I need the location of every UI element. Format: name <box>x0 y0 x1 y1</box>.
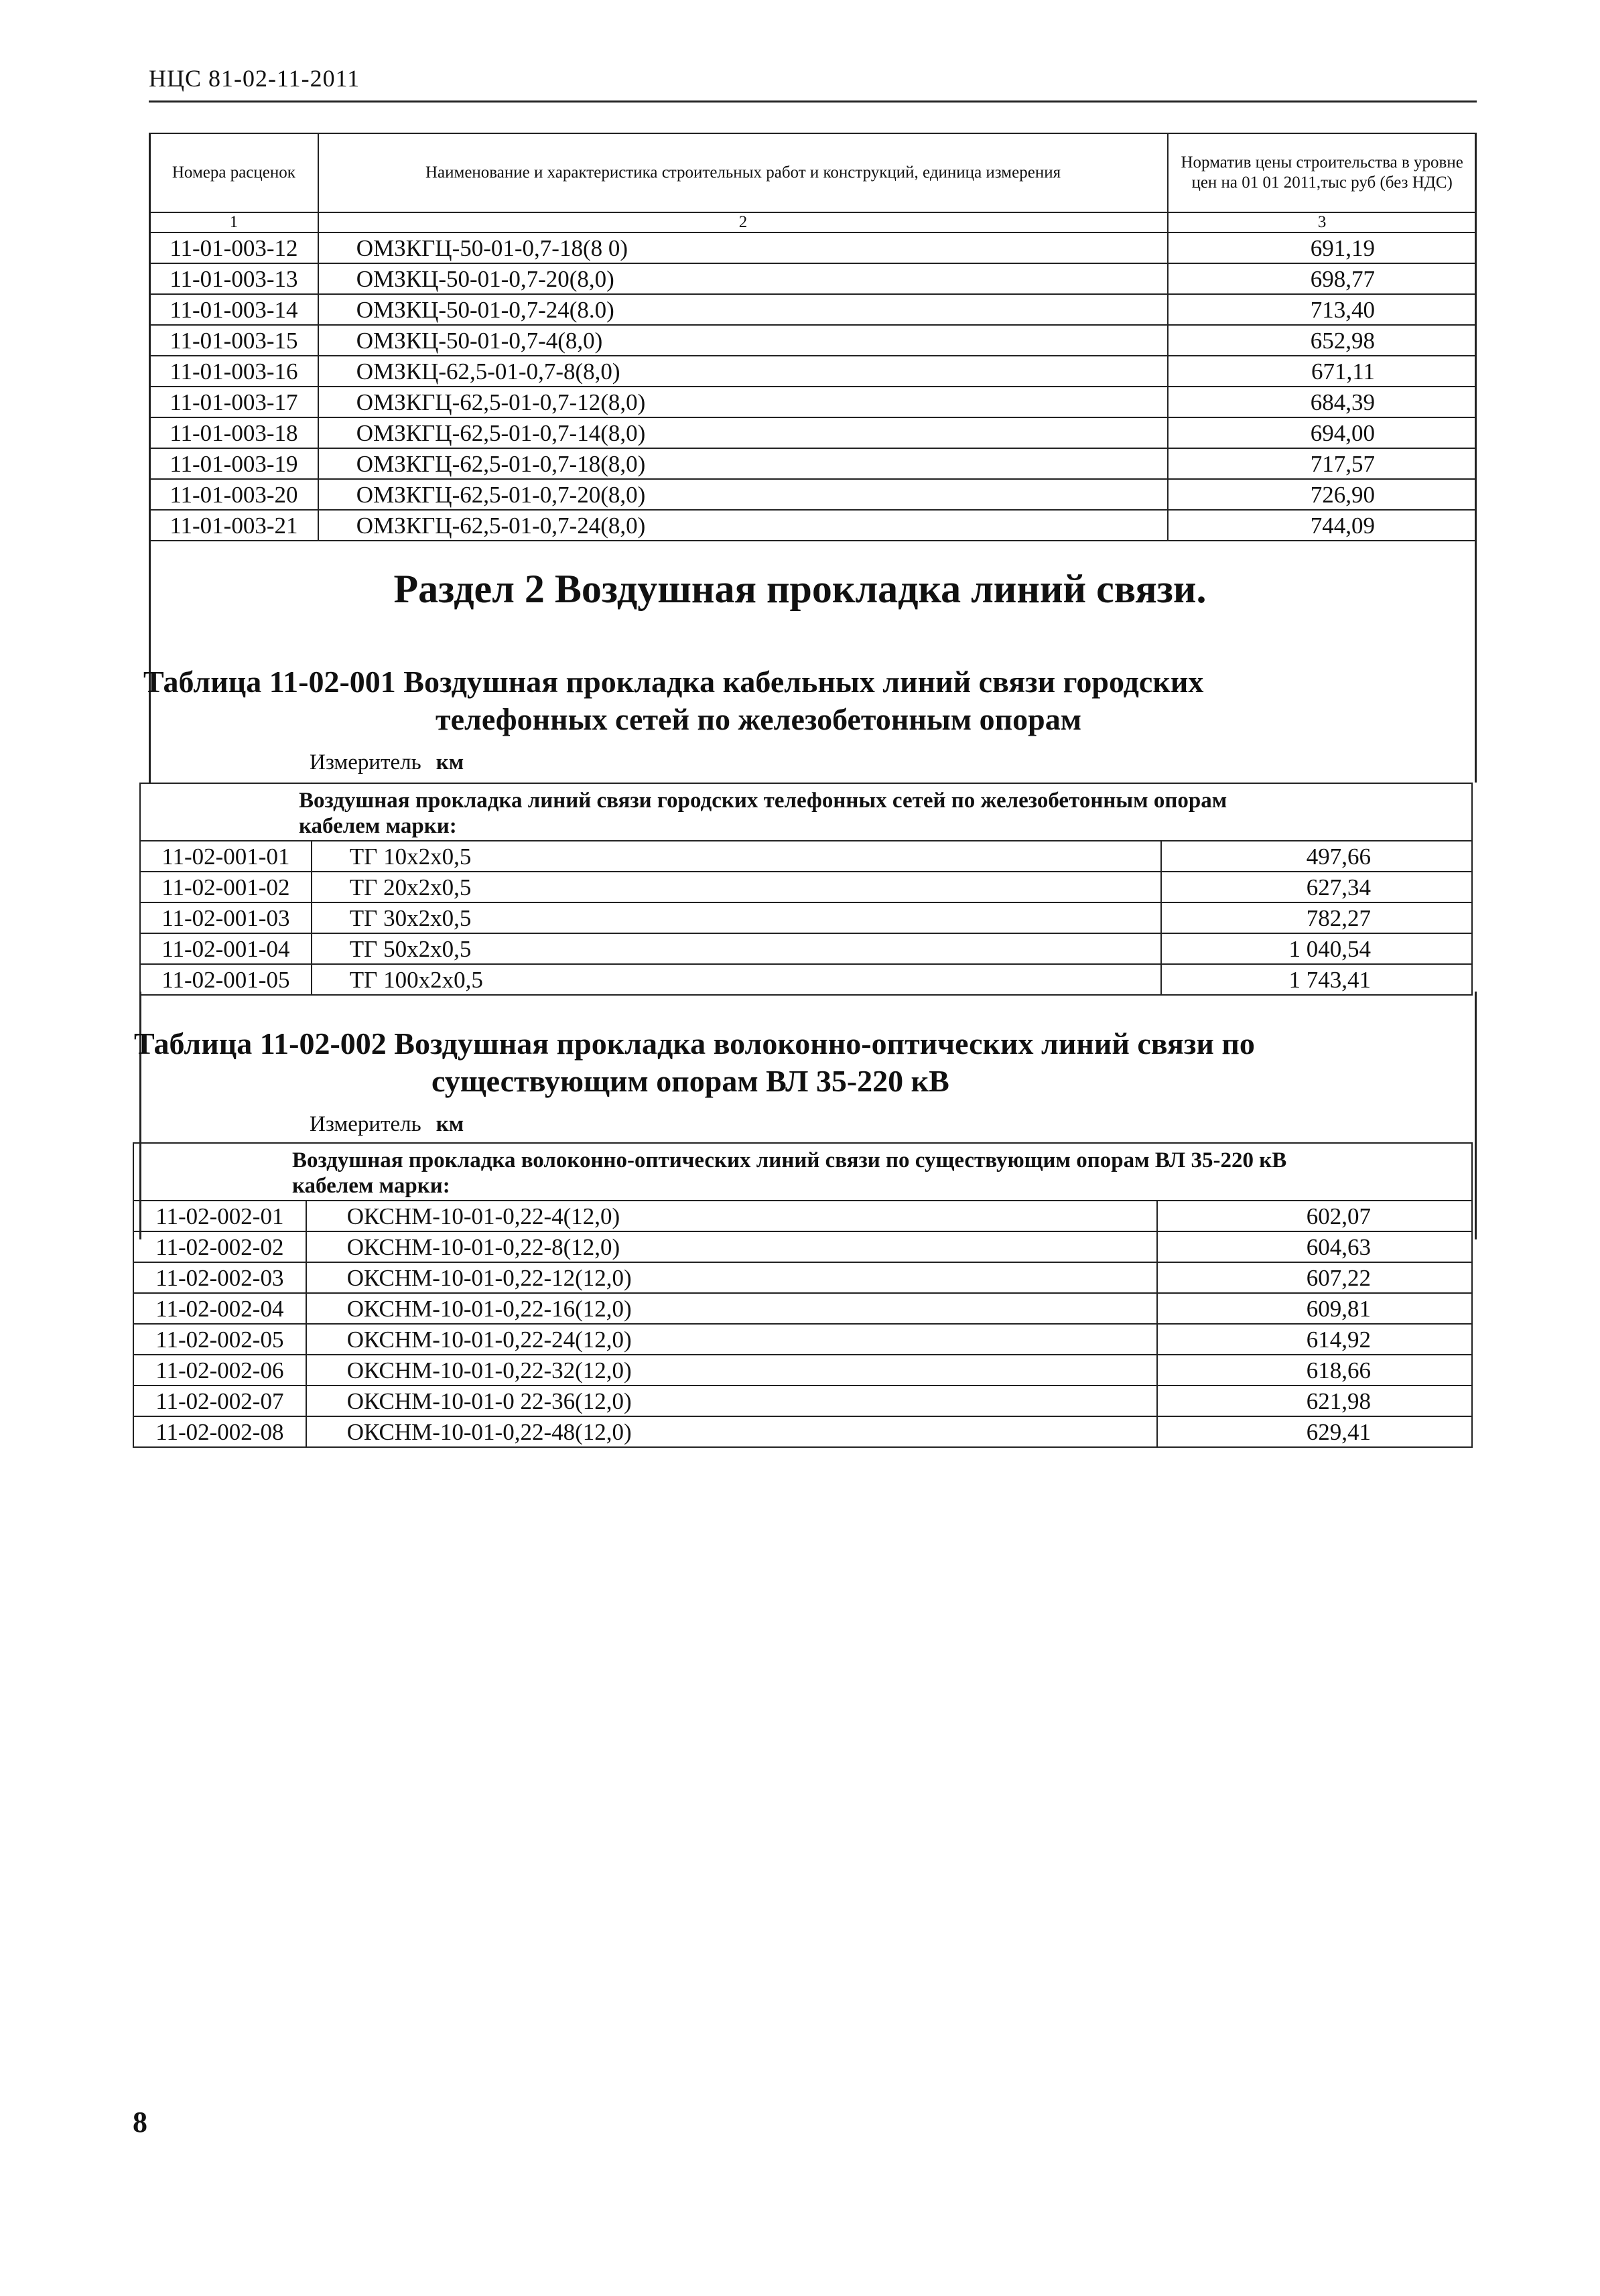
row-price: 607,22 <box>1157 1262 1472 1293</box>
table-row <box>149 510 1476 541</box>
table-row <box>140 841 1472 872</box>
row-name: ОКСНМ-10-01-0,22-4(12,0) <box>306 1201 1158 1231</box>
row-code: 11-02-002-07 <box>133 1386 306 1416</box>
row-name: ОКСНМ-10-01-0,22-16(12,0) <box>306 1293 1158 1324</box>
table-row <box>133 1293 1472 1324</box>
row-name: ОМЗКЦ-62,5-01-0,7-8(8,0) <box>318 356 1169 387</box>
table-row <box>133 1231 1472 1262</box>
row-name: ОМЗКГЦ-62,5-01-0,7-20(8,0) <box>318 479 1169 510</box>
table-title-11-02-002 <box>134 1025 1467 1100</box>
table-row <box>140 902 1472 933</box>
table-row <box>149 356 1476 387</box>
row-name: ТГ 10х2х0,5 <box>312 841 1162 872</box>
measure-unit <box>310 1112 464 1137</box>
row-code: 11-02-001-01 <box>140 841 312 872</box>
row-code: 11-02-002-05 <box>133 1324 306 1355</box>
row-code: 11-01-003-21 <box>149 510 318 541</box>
row-name: ТГ 50х2х0,5 <box>312 933 1162 964</box>
row-price: 627,34 <box>1161 872 1472 902</box>
row-price: 671,11 <box>1168 356 1476 387</box>
description-line: кабелем марки: <box>299 814 457 838</box>
row-price: 609,81 <box>1157 1293 1472 1324</box>
row-price: 604,63 <box>1157 1231 1472 1262</box>
row-code: 11-02-002-06 <box>133 1355 306 1386</box>
header-rule <box>149 100 1477 103</box>
row-name: ОМЗКЦ-50-01-0,7-4(8,0) <box>318 325 1169 356</box>
row-price: 717,57 <box>1168 448 1476 479</box>
row-name: ОМЗКГЦ-62,5-01-0,7-12(8,0) <box>318 387 1169 417</box>
row-code: 11-01-003-20 <box>149 479 318 510</box>
row-price: 1 743,41 <box>1161 964 1472 995</box>
col-number: 3 <box>1168 212 1476 232</box>
row-code: 11-02-002-04 <box>133 1293 306 1324</box>
table-row <box>149 387 1476 417</box>
table-description-row <box>133 1143 1472 1201</box>
row-price: 726,90 <box>1168 479 1476 510</box>
price-table-11-02-002 <box>133 1142 1473 1448</box>
section-title: Раздел 2 Воздушная прокладка линий связи. <box>393 567 1207 611</box>
row-code: 11-01-003-12 <box>149 232 318 263</box>
price-table-11-01-003 <box>149 133 1477 541</box>
row-code: 11-02-001-03 <box>140 902 312 933</box>
col-header-price: Норматив цены строительства в уровне цен на 01 01 2011,тыс руб (без НДС) <box>1168 133 1476 212</box>
row-code: 11-02-002-01 <box>133 1201 306 1231</box>
measure-unit-value: км <box>436 750 464 774</box>
row-code: 11-02-002-08 <box>133 1416 306 1447</box>
col-number: 1 <box>149 212 318 232</box>
price-table-11-02-001 <box>139 783 1473 996</box>
description-line: Воздушная прокладка линий связи городских телефонных сетей по железобетонным опорам <box>299 789 1227 813</box>
row-name: ОМЗКГЦ-62,5-01-0,7-18(8,0) <box>318 448 1169 479</box>
row-code: 11-01-003-18 <box>149 417 318 448</box>
row-code: 11-01-003-16 <box>149 356 318 387</box>
row-price: 618,66 <box>1157 1355 1472 1386</box>
table-row <box>133 1355 1472 1386</box>
table-row <box>149 294 1476 325</box>
table-row <box>140 872 1472 902</box>
row-price: 1 040,54 <box>1161 933 1472 964</box>
row-price: 621,98 <box>1157 1386 1472 1416</box>
column-number-row <box>149 212 1476 232</box>
table-row <box>149 325 1476 356</box>
row-code: 11-01-003-14 <box>149 294 318 325</box>
row-price: 652,98 <box>1168 325 1476 356</box>
row-price: 614,92 <box>1157 1324 1472 1355</box>
table-row <box>133 1324 1472 1355</box>
table-row <box>149 232 1476 263</box>
measure-label: Измеритель <box>310 1112 421 1136</box>
table-row <box>149 448 1476 479</box>
row-price: 782,27 <box>1161 902 1472 933</box>
row-name: ОКСНМ-10-01-0,22-24(12,0) <box>306 1324 1158 1355</box>
row-price: 744,09 <box>1168 510 1476 541</box>
row-name: ОМЗКГЦ-62,5-01-0,7-14(8,0) <box>318 417 1169 448</box>
row-name: ОКСНМ-10-01-0,22-32(12,0) <box>306 1355 1158 1386</box>
row-name: ОМЗКГЦ-62,5-01-0,7-24(8,0) <box>318 510 1169 541</box>
table-row <box>149 417 1476 448</box>
row-name: ОКСНМ-10-01-0,22-12(12,0) <box>306 1262 1158 1293</box>
table-title-line: телефонных сетей по железобетонным опорам <box>436 702 1082 736</box>
table-row <box>133 1201 1472 1231</box>
row-price: 629,41 <box>1157 1416 1472 1447</box>
row-name: ОКСНМ-10-01-0,22-8(12,0) <box>306 1231 1158 1262</box>
row-price: 698,77 <box>1168 263 1476 294</box>
table-title-line: Таблица 11-02-001 Воздушная прокладка кабельных линий связи городских <box>143 665 1204 699</box>
table-row <box>133 1386 1472 1416</box>
table-description-row <box>140 783 1472 841</box>
row-price: 694,00 <box>1168 417 1476 448</box>
document-code: НЦС 81-02-11-2011 <box>149 65 360 92</box>
table-description <box>140 783 1472 841</box>
col-number: 2 <box>318 212 1169 232</box>
row-code: 11-01-003-17 <box>149 387 318 417</box>
row-name: ТГ 100х2х0,5 <box>312 964 1162 995</box>
table-row <box>149 263 1476 294</box>
row-code: 11-01-003-19 <box>149 448 318 479</box>
row-price: 497,66 <box>1161 841 1472 872</box>
row-price: 684,39 <box>1168 387 1476 417</box>
row-price: 713,40 <box>1168 294 1476 325</box>
row-name: ОКСНМ-10-01-0 22-36(12,0) <box>306 1386 1158 1416</box>
row-code: 11-02-002-03 <box>133 1262 306 1293</box>
table-title-line: Таблица 11-02-002 Воздушная прокладка волоконно-оптических линий связи по <box>134 1026 1255 1061</box>
table-row <box>133 1262 1472 1293</box>
measure-unit-value: км <box>436 1112 464 1136</box>
col-header-name: Наименование и характеристика строительных работ и конструкций, единица измерения <box>318 133 1169 212</box>
table-row <box>140 964 1472 995</box>
table-row <box>133 1416 1472 1447</box>
table-row <box>140 933 1472 964</box>
table-description <box>133 1143 1472 1201</box>
row-code: 11-02-001-05 <box>140 964 312 995</box>
row-code: 11-01-003-13 <box>149 263 318 294</box>
description-line: Воздушная прокладка волоконно-оптических линий связи по существующим опорам ВЛ 35-220 кВ <box>292 1148 1287 1172</box>
row-code: 11-02-001-04 <box>140 933 312 964</box>
table-title-line: существующим опорам ВЛ 35-220 кВ <box>431 1064 949 1098</box>
table-header-row <box>149 133 1476 212</box>
row-price: 602,07 <box>1157 1201 1472 1231</box>
row-name: ОМЗКГЦ-50-01-0,7-18(8 0) <box>318 232 1169 263</box>
measure-unit <box>310 750 464 775</box>
row-code: 11-02-002-02 <box>133 1231 306 1262</box>
row-name: ОМЗКЦ-50-01-0,7-20(8,0) <box>318 263 1169 294</box>
table-row <box>149 479 1476 510</box>
page-number: 8 <box>133 2106 147 2139</box>
row-code: 11-01-003-15 <box>149 325 318 356</box>
measure-label: Измеритель <box>310 750 421 774</box>
table-title-11-02-001 <box>143 663 1470 738</box>
row-name: ТГ 30х2х0,5 <box>312 902 1162 933</box>
row-name: ОКСНМ-10-01-0,22-48(12,0) <box>306 1416 1158 1447</box>
description-line: кабелем марки: <box>292 1174 450 1198</box>
row-name: ТГ 20х2х0,5 <box>312 872 1162 902</box>
row-code: 11-02-001-02 <box>140 872 312 902</box>
col-header-codes: Номера расценок <box>149 133 318 212</box>
row-name: ОМЗКЦ-50-01-0,7-24(8.0) <box>318 294 1169 325</box>
row-price: 691,19 <box>1168 232 1476 263</box>
